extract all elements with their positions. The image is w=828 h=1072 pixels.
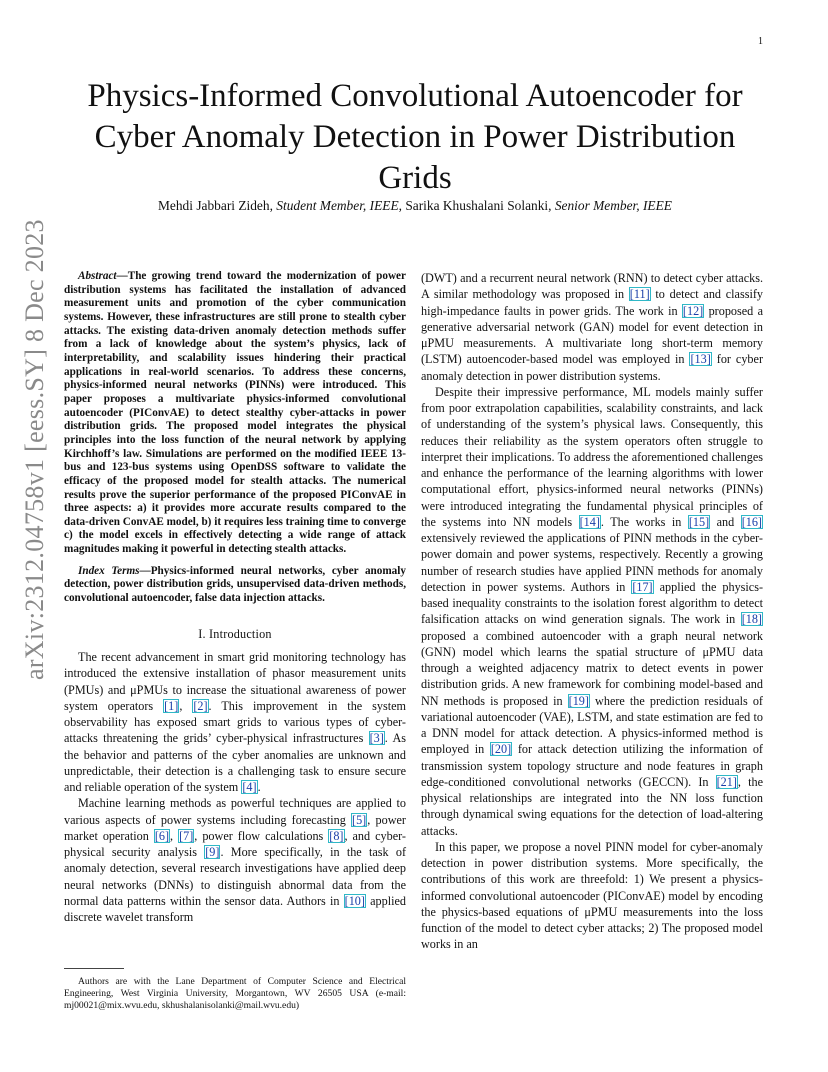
section-heading: I. Introduction [198, 626, 272, 641]
intro-paragraph-1 [64, 649, 406, 795]
citation-link[interactable]: [7] [179, 828, 194, 843]
text-run: . As the behavior and patterns of the cyber anomalies are unknown and unpredictable, their detection is a challenging task to ensure secure and reliable operation of the system [64, 731, 406, 794]
page-number: 1 [758, 36, 763, 47]
citation-link[interactable]: [8] [329, 828, 344, 843]
text-run: Machine learning methods as powerful techniques are applied to various aspects of power systems including forecasting [64, 796, 406, 827]
citation-link[interactable]: [15] [688, 514, 710, 529]
citation-link[interactable]: [10] [344, 893, 365, 908]
text-run: , the physical relationships are integrated into the NN loss function through dynamical swing equations for the detection of load-altering attacks. [421, 774, 763, 838]
paper-title: Physics-Informed Convolutional Autoencoder for Cyber Anomaly Detection in Power Distribution Grids [87, 78, 743, 196]
citation-link[interactable]: [5] [352, 812, 367, 827]
text-run: Despite their impressive performance, ML models mainly suffer from poor extrapolation capabilities, scalability constraints, and lack of understanding of the system’s physical laws. Consequently, this reduces their reliability as the system operators often struggle to interpret their implications. To address the aforementioned challenges and enhance the performance of the learning algorithms with lower computational effort, physics-informed neural networks (PINNs) were introduced integrating the fundamental physical principles of the systems into NN models [421, 384, 763, 529]
text-run: where the prediction residuals of variational autoencoder (VAE), LSTM, and state estimation are fed to a DNN model for attack detection. A physics-informed method is employed in [421, 693, 763, 757]
author-affiliation-footnote: Authors are with the Lane Department of Computer Science and Electrical Engineering, West Virginia University, Morgantown, WV 26505 USA (e-mail: mj00021@mix.wvu.edu, skhushalanisolanki@mail.wvu.edu) [64, 976, 406, 1011]
abstract [64, 270, 406, 557]
text-run: proposed a generative adversarial network (GAN) model for event detection in μPMU measurements. A multivariate long short-term memory (LSTM) autoencoder-based model was employed in [421, 303, 764, 367]
text-run: . This improvement in the system observability has exposed smart grids to various types of cyber-attacks threatening the grids’ cyber-physical infrastructures [64, 698, 407, 746]
author-1-role: Student Member, IEEE [276, 198, 399, 213]
text-run: , [179, 698, 193, 713]
citation-link[interactable]: [2] [193, 698, 208, 713]
citation-link[interactable]: [9] [205, 845, 220, 859]
text-run: to detect and classify high-impedance faults in power grids. The work in [421, 287, 763, 318]
citation-link[interactable]: [6] [154, 828, 170, 843]
text-run: , and cyber-physical security analysis [64, 828, 406, 859]
author-2-role: Senior Member, IEEE [554, 198, 672, 213]
citation-link[interactable]: [13] [690, 352, 711, 367]
citation-link[interactable]: [3] [369, 731, 384, 746]
text-run: applied the physics-based inequality constraints to the isolation forest algorithm to detect falsification attacks on wind generation signals. The work in [421, 579, 763, 627]
author-1-name: Mehdi Jabbari Zideh, [158, 198, 277, 213]
author-line [60, 198, 770, 214]
right-paragraph-1 [421, 270, 763, 384]
author-2-name: , Sarika Khushalani Solanki, [398, 198, 555, 213]
footnote-rule [64, 968, 124, 969]
right-paragraph-3: In this paper, we propose a novel PINN model for cyber-anomaly detection in power distribution systems. More specifically, the contributions of this work are threefold: 1) We present a physics-informed convolutional autoencoder (PIConvAE) model by encoding the physics-based equations of μPMU measurements into the loss function of the model to detect cyber attacks; 2) The proposed model works in an [421, 839, 763, 952]
text-run: . More specifically, in the task of anomaly detection, several research investigations have applied deep neural networks (DNNs) to distinguish abnormal data from the normal data patterns within the sensor data. Authors in [64, 845, 406, 908]
index-terms [64, 565, 406, 606]
text-run: . The works in [600, 514, 688, 529]
text-run: (DWT) and a recurrent neural network (RNN) to detect cyber attacks. A similar methodology was proposed in [421, 271, 763, 302]
abstract-lead: Abstract [78, 270, 117, 282]
right-column [421, 270, 763, 953]
citation-link[interactable]: [19] [568, 693, 589, 708]
citation-link[interactable]: [17] [632, 579, 653, 594]
abstract-text: —The growing trend toward the modernization of power distribution systems has facilitated the installation of advanced measurement units and promotion of the cyber communication systems. However, these infrastructures are still prone to stealth cyber attacks. The existing data-driven anomaly detection methods suffer from a lack of knowledge about the system’s physics, lack of interpretability, and scalability issues hindering their practical applications in real-world scenarios. To address these concerns, physics-informed neural networks (PINNs) were introduced. This paper proposes a multivariate physics-informed convolutional autoencoder (PIConvAE) to detect stealthy cyber-attacks in power distribution grids. The proposed model integrates the physical principles into the loss function of the neural network by applying Kirchhoff’s law. Simulations are performed on the modified IEEE 13-bus and 123-bus systems using OpenDSS software to validate the efficacy of the proposed model for stealth attacks. The numerical results prove the superior performance of the proposed PIConvAE in three aspects: a) it provides more accurate results compared to the data-driven ConvAE model, b) it requires less training time to converge c) the model excels in effectively detecting a wide range of attack magnitudes making it powerful in detecting stealth attacks. [64, 270, 406, 556]
text-run: , power market operation [64, 812, 406, 843]
citation-link[interactable]: [20] [490, 742, 512, 757]
arxiv-stamp: arXiv:2312.04758v1 [eess.SY] 8 Dec 2023 [20, 219, 49, 680]
text-run: applied discrete wavelet transform [64, 893, 407, 924]
index-terms-text: —Physics-informed neural networks, cyber anomaly detection, power distribution grids, unsupervised data-driven methods, convolutional autoencoder, false data injection attacks. [64, 564, 406, 605]
text-run: extensively reviewed the applications of PINN methods in the cyber-power domain and power systems, respectively. Recently a growing number of research studies have applied PINN methods for anomaly detection in power systems. Authors in [421, 531, 763, 594]
citation-link[interactable]: [18] [741, 612, 762, 627]
citation-link[interactable]: [12] [682, 303, 704, 318]
text-run: The recent advancement in smart grid monitoring technology has introduced the extensive installation of phasor measurement units (PMUs) and μPMUs to increase the situational awareness of power system operators [64, 650, 406, 713]
text-run: and [710, 514, 741, 529]
text-run: proposed a combined autoencoder with a graph neural network (GNN) model which learns the spatial structure of μPMU data through a weighted adjacency matrix to detect events in power distribution grids. A new framework for combining model-based and NN methods is proposed in [421, 628, 763, 708]
citation-link[interactable]: [4] [242, 780, 257, 794]
citation-link[interactable]: [14] [579, 514, 600, 529]
right-paragraph-2 [421, 384, 763, 839]
text-run: , power flow calculations [194, 828, 329, 843]
citation-link[interactable]: [16] [741, 514, 762, 529]
left-column [64, 270, 406, 925]
text-run: , [170, 828, 179, 843]
intro-paragraph-2 [64, 795, 406, 925]
text-run: for attack detection utilizing the information of transmission system topology structure and node features in graph edge-conditioned convolutional networks (GECCN). In [421, 742, 763, 789]
citation-link[interactable]: [21] [716, 774, 737, 789]
citation-link[interactable]: [11] [629, 287, 650, 302]
citation-link[interactable]: [1] [164, 698, 179, 713]
text-run: . [257, 780, 261, 794]
index-terms-lead: Index Terms [78, 564, 140, 577]
text-run: for cyber anomaly detection in power distribution systems. [421, 352, 763, 383]
